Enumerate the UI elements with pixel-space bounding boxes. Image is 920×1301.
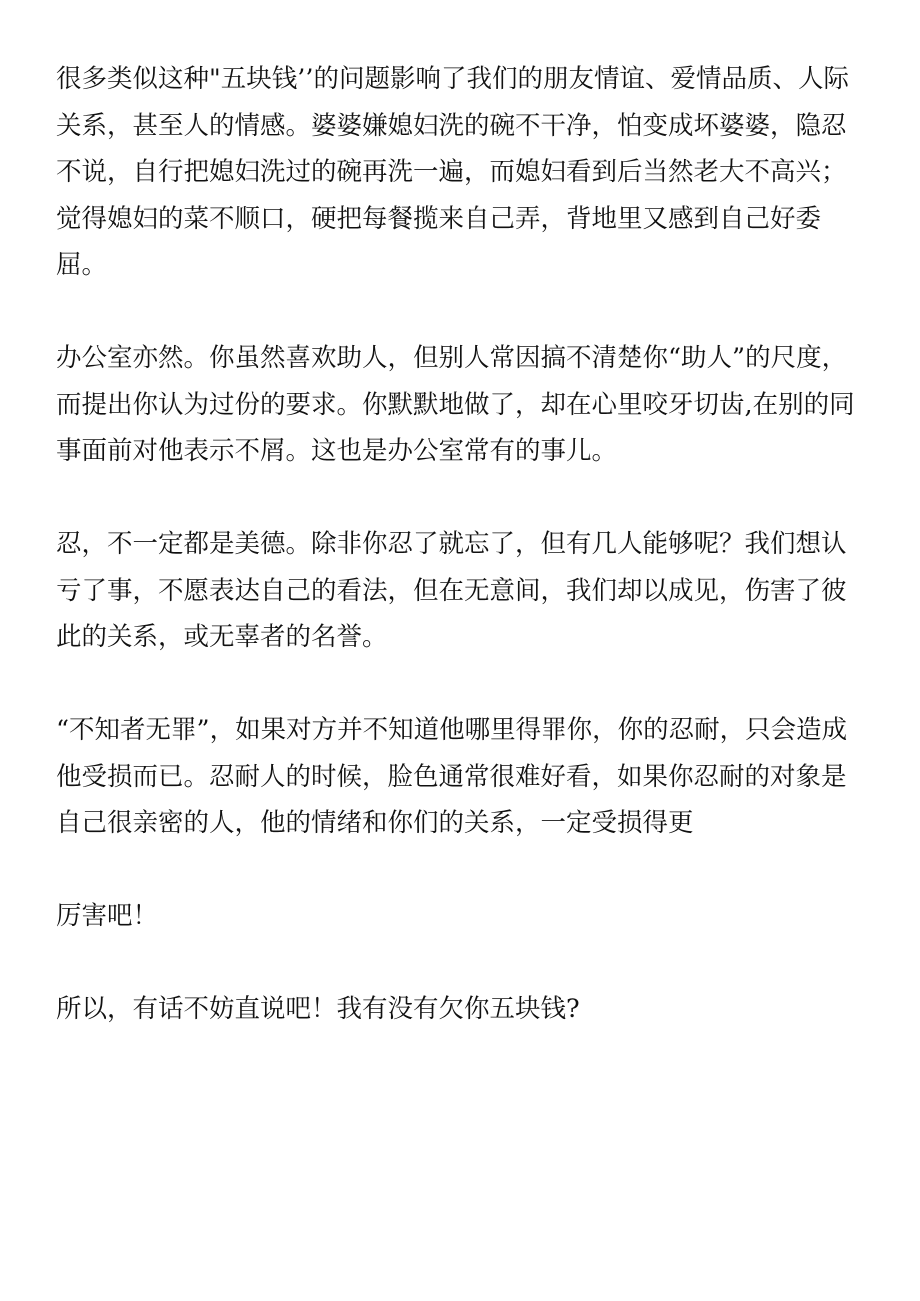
paragraph-4: “不知者无罪”，如果对方并不知道他哪里得罪你，你的忍耐，只会造成他受损而已。忍耐人的时候，脸色通常很难好看，如果你忍耐的对象是自己很亲密的人，他的情绪和你们的关系，一定受损得更	[56, 715, 848, 839]
document-body	[56, 56, 858, 1033]
paragraph-1: 很多类似这种"五块钱’’的问题影响了我们的朋友情谊、爱情品质、人际关系，甚至人的情感。婆婆嫌媳妇洗的碗不干净，怕变成坏婆婆，隐忍不说，自行把媳妇洗过的碗再洗一遍，而媳妇看到后当然老大不高兴；觉得媳妇的菜不顺口，硬把每餐揽来自己弄，背地里又感到自己好委屈。	[56, 64, 849, 281]
paragraph-gap	[56, 847, 858, 893]
paragraph-gap	[56, 289, 858, 335]
paragraph-3: 忍，不一定都是美德。除非你忍了就忘了，但有几人能够呢？我们想认亏了事，不愿表达自己的看法，但在无意间，我们却以成见，伤害了彼此的关系，或无辜者的名誉。	[56, 529, 847, 653]
paragraph-gap	[56, 661, 858, 707]
paragraph-2: 办公室亦然。你虽然喜欢助人，但别人常因搞不清楚你“助人”的尺度，而提出你认为过份的要求。你默默地做了，却在心里咬牙切齿,在别的同事面前对他表示不屑。这也是办公室常有的事儿。	[56, 343, 855, 467]
paragraph-5: 厉害吧！	[56, 901, 159, 931]
paragraph-6: 所以，有话不妨直说吧！我有没有欠你五块钱?	[56, 994, 580, 1024]
paragraph-gap	[56, 940, 858, 986]
paragraph-gap	[56, 475, 858, 521]
